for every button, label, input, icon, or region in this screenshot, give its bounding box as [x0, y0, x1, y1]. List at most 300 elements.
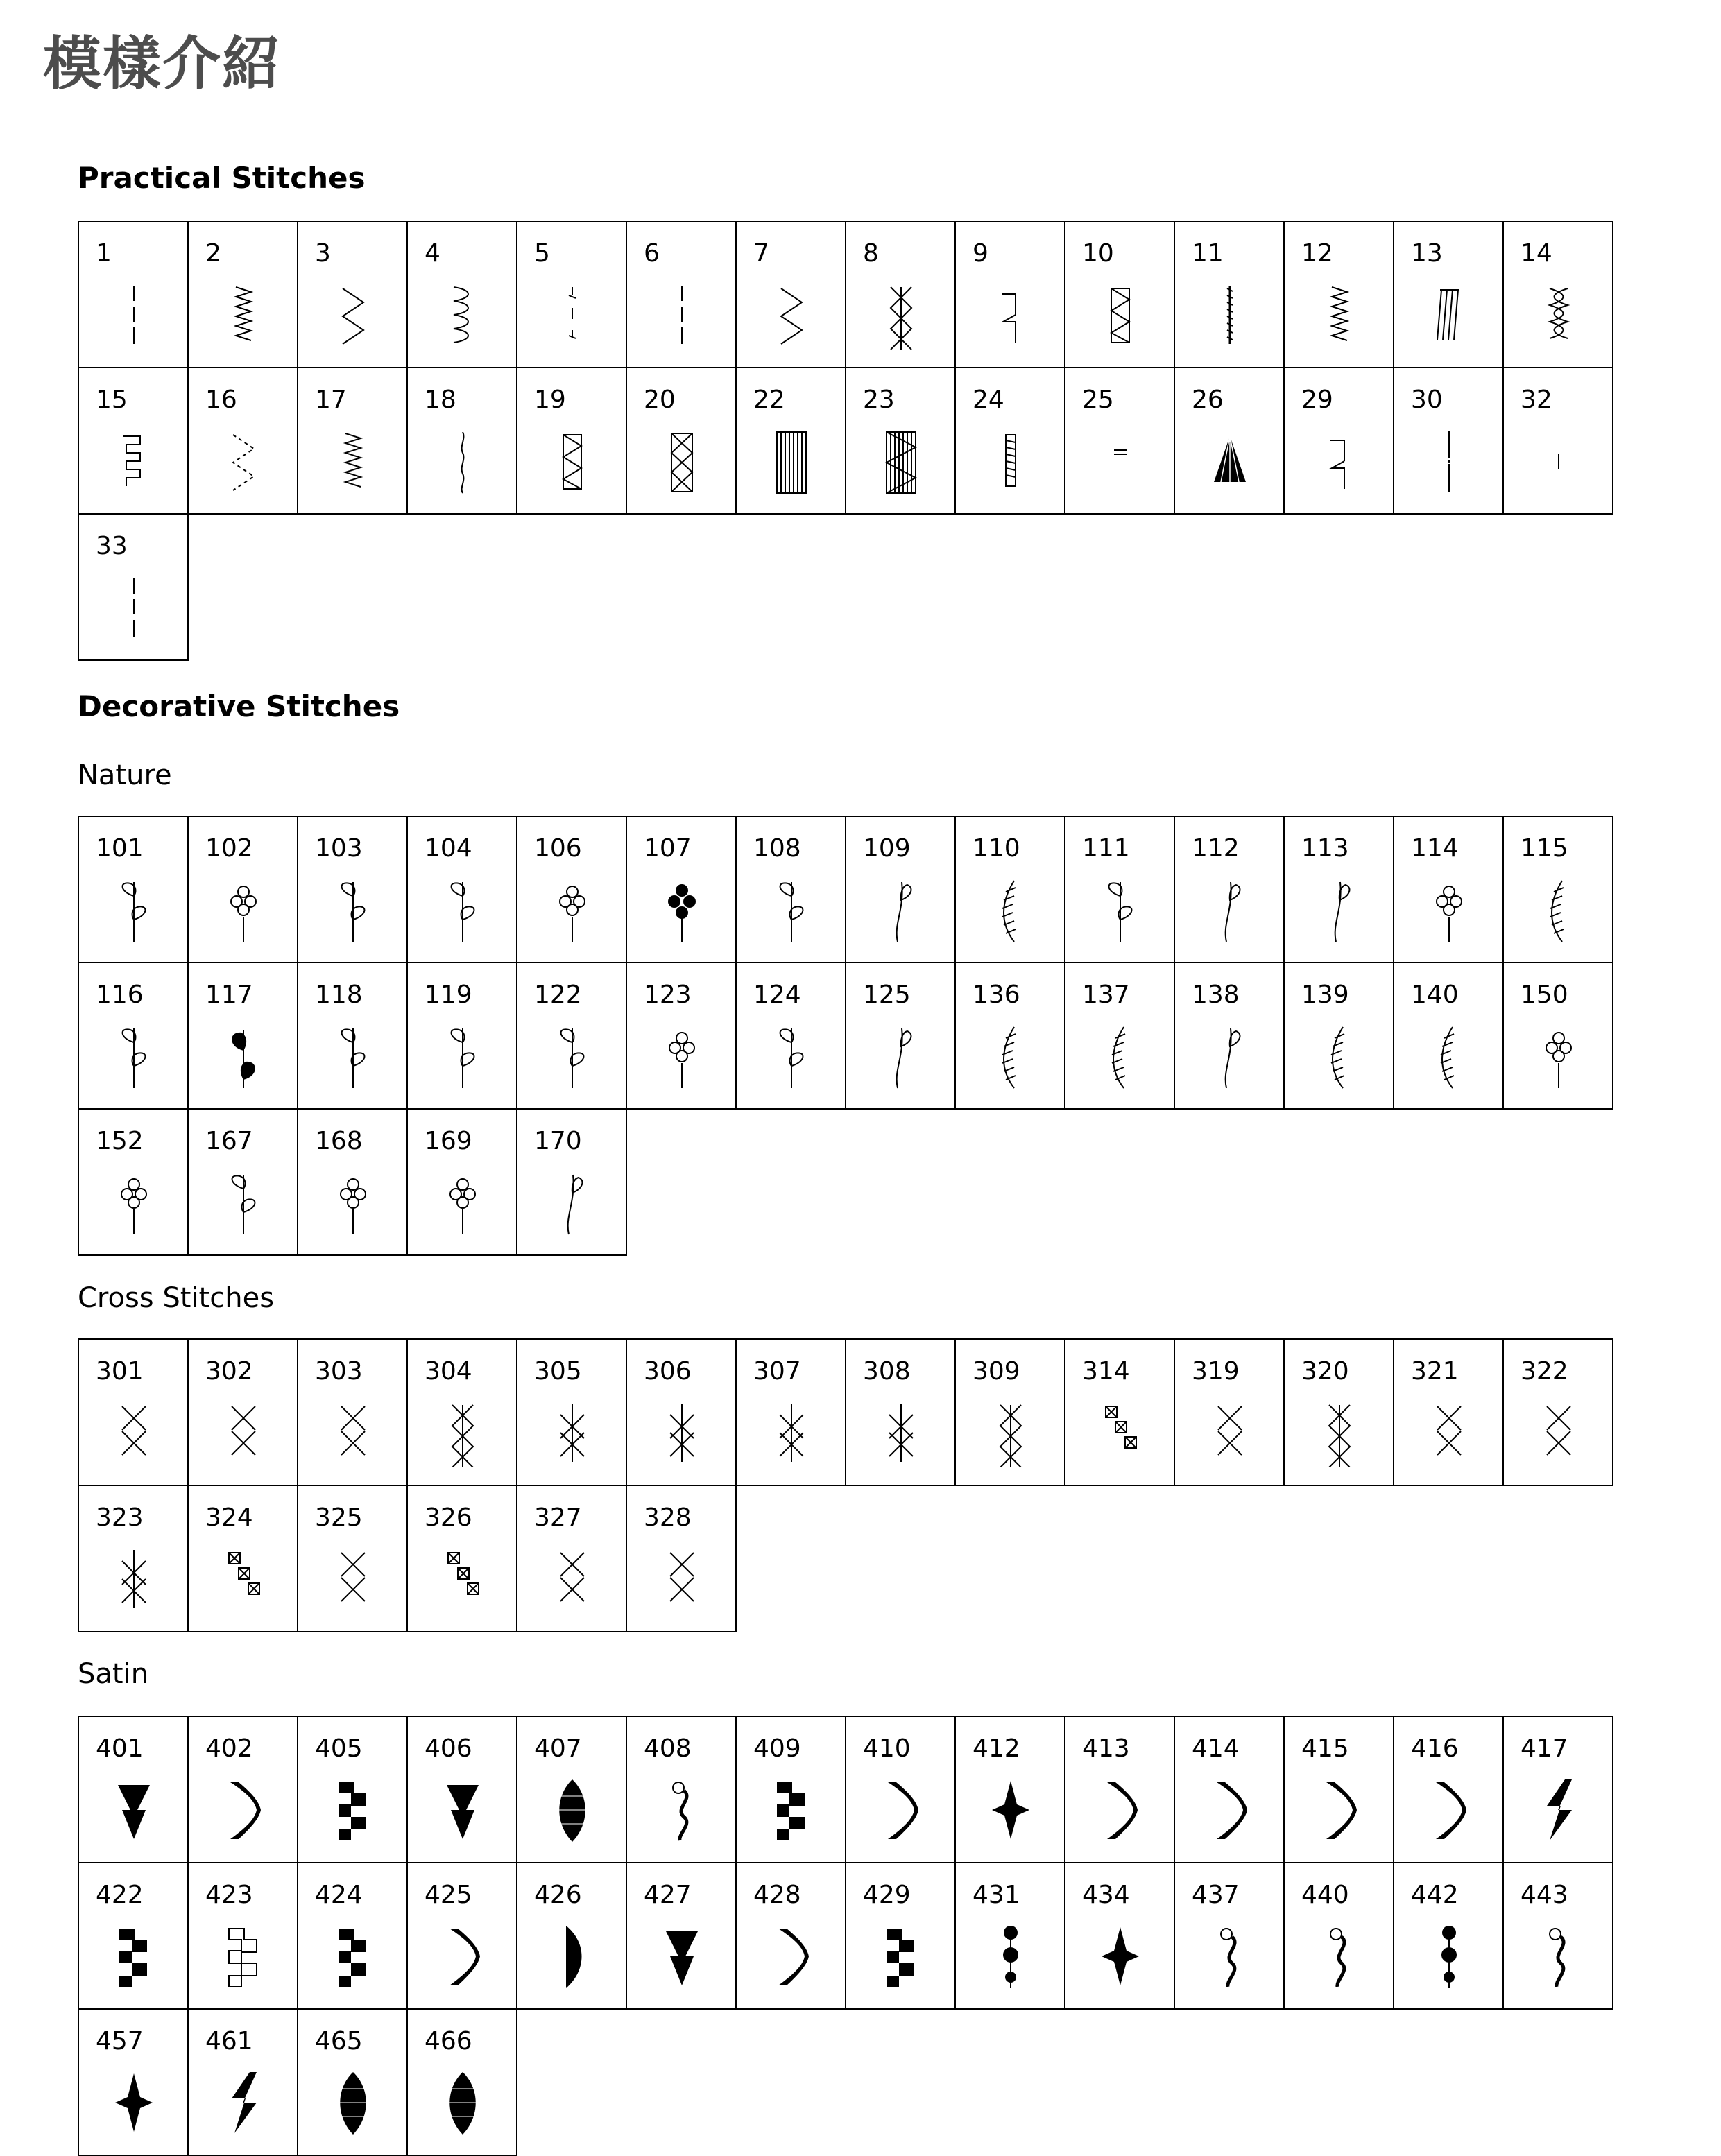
practical-stitch-24: [954, 367, 1065, 515]
stitch-number: 170: [534, 1127, 582, 1155]
satin-stitch-443: [1502, 1862, 1613, 2010]
stitch-number: 424: [315, 1881, 363, 1909]
square-wave-icon: [110, 426, 158, 496]
satin-stitch-431: [954, 1862, 1065, 2010]
stitch-number: 415: [1301, 1734, 1349, 1763]
practical-stitch-9: [954, 221, 1065, 368]
stitch-number: 319: [1192, 1357, 1240, 1386]
nature-stitch-113: [1283, 816, 1394, 963]
flower-icon: [548, 875, 597, 945]
stitch-number: 30: [1411, 386, 1443, 414]
practical-stitch-13: [1393, 221, 1504, 368]
cross-box-icon: [658, 426, 706, 496]
satin-chevron-icon: [1096, 1775, 1145, 1845]
cross-star-icon: [548, 1398, 597, 1467]
stitch-number: 25: [1082, 386, 1114, 414]
practical-stitch-4: [406, 221, 517, 368]
stitch-number: 408: [644, 1734, 692, 1763]
practical-stitch-19: [516, 367, 627, 515]
nature-stitch-107: [626, 816, 737, 963]
stitch-number: 13: [1411, 239, 1443, 268]
feather-icon: [1534, 875, 1583, 945]
stitch-number: 12: [1301, 239, 1333, 268]
nature-stitch-111: [1064, 816, 1175, 963]
nature-stitch-140: [1393, 962, 1504, 1110]
cross-icon: [1425, 1398, 1473, 1467]
stitch-number: 19: [534, 386, 566, 414]
stitch-number: 11: [1192, 239, 1224, 268]
cross-icon: [548, 1544, 597, 1614]
stitch-number: 125: [863, 981, 911, 1009]
satin-stitch-409: [735, 1716, 846, 1863]
cross-icon: [658, 1544, 706, 1614]
satin-beads-icon: [1425, 1922, 1473, 1991]
stitch-number: 327: [534, 1503, 582, 1532]
stitch-number: 22: [753, 386, 785, 414]
nature-title: Nature: [78, 759, 172, 791]
stitch-number: 122: [534, 981, 582, 1009]
cross-stitch-307: [735, 1338, 846, 1486]
leaf-solid-icon: [219, 1021, 268, 1091]
step-outline-icon: [219, 1922, 268, 1991]
stitch-number: 23: [863, 386, 895, 414]
practical-stitch-12: [1283, 221, 1394, 368]
feather-icon: [986, 875, 1035, 945]
practical-stitches-grid: [78, 221, 1616, 661]
stitch-number: 301: [96, 1357, 144, 1386]
zigzag-wide-icon: [329, 280, 377, 350]
satin-star-icon: [1096, 1922, 1145, 1991]
practical-stitch-2: [187, 221, 298, 368]
flower-icon: [438, 1168, 487, 1237]
stitch-number: 412: [973, 1734, 1020, 1763]
feather-icon: [1096, 1021, 1145, 1091]
satin-stitch-402: [187, 1716, 298, 1863]
stitch-number: 111: [1082, 834, 1130, 863]
leaf-icon: [329, 875, 377, 945]
leaf-icon: [438, 1021, 487, 1091]
stitch-number: 406: [425, 1734, 472, 1763]
stitch-number: 107: [644, 834, 692, 863]
leaf-icon: [219, 1168, 268, 1237]
satin-stitch-426: [516, 1862, 627, 2010]
stitch-number: 112: [1192, 834, 1240, 863]
zigzag-box-icon: [1096, 280, 1145, 350]
practical-stitch-17: [297, 367, 408, 515]
wavy-line-icon: [438, 426, 487, 496]
short-line-icon: [1534, 426, 1583, 496]
nature-stitch-138: [1174, 962, 1285, 1110]
braid-icon: [1534, 280, 1583, 350]
stitch-number: 108: [753, 834, 801, 863]
stitch-number: 413: [1082, 1734, 1130, 1763]
stitch-number: 167: [205, 1127, 253, 1155]
stitch-number: 5: [534, 239, 550, 268]
satin-triangle-icon: [438, 1775, 487, 1845]
stitch-number: 104: [425, 834, 472, 863]
satin-half-oval-icon: [548, 1922, 597, 1991]
practical-stitch-10: [1064, 221, 1175, 368]
stitch-number: 414: [1192, 1734, 1240, 1763]
satin-stitch-415: [1283, 1716, 1394, 1863]
stitch-number: 401: [96, 1734, 144, 1763]
practical-stitch-26: [1174, 367, 1285, 515]
satin-line-icon: [1206, 280, 1254, 350]
stitch-number: 426: [534, 1881, 582, 1909]
stitch-number: 103: [315, 834, 363, 863]
practical-stitch-29: [1283, 367, 1394, 515]
page-title: 模樣介紹: [43, 30, 282, 98]
stitch-number: 322: [1521, 1357, 1568, 1386]
satin-stitch-440: [1283, 1862, 1394, 2010]
nature-stitch-106: [516, 816, 627, 963]
nature-stitch-103: [297, 816, 408, 963]
blind-hem-icon: [986, 280, 1035, 350]
nature-stitch-118: [297, 962, 408, 1110]
nature-stitch-139: [1283, 962, 1394, 1110]
satin-stitch-401: [78, 1716, 189, 1863]
practical-stitch-25: [1064, 367, 1175, 515]
satin-star-icon: [986, 1775, 1035, 1845]
straight-icon: [110, 573, 158, 642]
stitch-number: 26: [1192, 386, 1224, 414]
stitch-number: 465: [315, 2027, 363, 2055]
stitch-number: 33: [96, 532, 128, 560]
stitch-number: 306: [644, 1357, 692, 1386]
satin-chevron-icon: [438, 1922, 487, 1991]
leaf-icon: [438, 875, 487, 945]
stitch-number: 442: [1411, 1881, 1459, 1909]
nature-stitch-110: [954, 816, 1065, 963]
nature-stitch-119: [406, 962, 517, 1110]
leaf-icon: [548, 1021, 597, 1091]
stitch-number: 321: [1411, 1357, 1459, 1386]
satin-stitch-461: [187, 2008, 298, 2156]
satin-bolt-icon: [219, 2068, 268, 2137]
cross-stitch-301: [78, 1338, 189, 1486]
nature-stitches-grid: [78, 816, 1616, 1256]
cross-lattice-icon: [877, 280, 925, 350]
nature-stitch-114: [1393, 816, 1504, 963]
stitch-number: 314: [1082, 1357, 1130, 1386]
stitch-number: 457: [96, 2027, 144, 2055]
dense-bars-icon: [767, 426, 816, 496]
sprig-icon: [1206, 1021, 1254, 1091]
cross-stitches-title: Cross Stitches: [78, 1282, 275, 1314]
cross-diag-icon: [438, 1544, 487, 1614]
satin-step-icon: [329, 1922, 377, 1991]
practical-stitch-15: [78, 367, 189, 515]
stitch-number: 323: [96, 1503, 144, 1532]
stitch-number: 328: [644, 1503, 692, 1532]
straight-icon: [110, 280, 158, 350]
cross-stitch-303: [297, 1338, 408, 1486]
leaf-icon: [767, 1021, 816, 1091]
satin-stitch-410: [845, 1716, 956, 1863]
cross-stitch-328: [626, 1485, 737, 1632]
nature-stitch-137: [1064, 962, 1175, 1110]
satin-stitch-427: [626, 1862, 737, 2010]
stitch-number: 110: [973, 834, 1020, 863]
nature-stitch-123: [626, 962, 737, 1110]
stitch-number: 427: [644, 1881, 692, 1909]
stitch-number: 425: [425, 1881, 472, 1909]
satin-stitch-416: [1393, 1716, 1504, 1863]
satin-stitch-422: [78, 1862, 189, 2010]
sprig-icon: [548, 1168, 597, 1237]
satin-chevron-icon: [1425, 1775, 1473, 1845]
practical-stitch-20: [626, 367, 737, 515]
cross-star-icon: [767, 1398, 816, 1467]
satin-scroll-icon: [1534, 1922, 1583, 1991]
practical-stitch-14: [1502, 221, 1613, 368]
cross-lattice-icon: [438, 1398, 487, 1467]
decorative-stitches-title: Decorative Stitches: [78, 689, 400, 723]
stitch-number: 2: [205, 239, 221, 268]
satin-stitch-405: [297, 1716, 408, 1863]
stitch-number: 324: [205, 1503, 253, 1532]
flower-solid-icon: [658, 875, 706, 945]
cross-icon: [110, 1398, 158, 1467]
sprig-icon: [877, 875, 925, 945]
stitch-number: 152: [96, 1127, 144, 1155]
practical-stitch-11: [1174, 221, 1285, 368]
stitch-number: 15: [96, 386, 128, 414]
stitch-number: 434: [1082, 1881, 1130, 1909]
stitch-number: 20: [644, 386, 676, 414]
practical-stitch-3: [297, 221, 408, 368]
cross-star-icon: [110, 1544, 158, 1614]
stitch-number: 405: [315, 1734, 363, 1763]
stitch-number: 168: [315, 1127, 363, 1155]
stitch-number: 117: [205, 981, 253, 1009]
nature-stitch-115: [1502, 816, 1613, 963]
stitch-number: 417: [1521, 1734, 1568, 1763]
practical-stitch-32: [1502, 367, 1613, 515]
satin-oval-icon: [329, 2068, 377, 2137]
practical-stitch-23: [845, 367, 956, 515]
practical-stitch-30: [1393, 367, 1504, 515]
stitch-number: 6: [644, 239, 660, 268]
stitch-number: 109: [863, 834, 911, 863]
stitch-number: 17: [315, 386, 347, 414]
buttonhole-icon: [986, 426, 1035, 496]
leaf-icon: [329, 1021, 377, 1091]
stitch-number: 325: [315, 1503, 363, 1532]
practical-stitch-8: [845, 221, 956, 368]
cross-diag-icon: [219, 1544, 268, 1614]
stitch-number: 303: [315, 1357, 363, 1386]
zigzag-wide-icon: [767, 280, 816, 350]
flower-icon: [110, 1168, 158, 1237]
satin-stitch-457: [78, 2008, 189, 2156]
flower-icon: [219, 875, 268, 945]
nature-stitch-170: [516, 1108, 627, 1256]
stitch-number: 113: [1301, 834, 1349, 863]
stitch-number: 106: [534, 834, 582, 863]
stitch-number: 124: [753, 981, 801, 1009]
satin-stitch-428: [735, 1862, 846, 2010]
nature-stitch-125: [845, 962, 956, 1110]
leaf-icon: [767, 875, 816, 945]
stitch-number: 102: [205, 834, 253, 863]
stitch-number: 9: [973, 239, 988, 268]
cross-stitch-308: [845, 1338, 956, 1486]
nature-stitch-108: [735, 816, 846, 963]
stitch-number: 1: [96, 239, 112, 268]
cross-stitch-325: [297, 1485, 408, 1632]
stitch-number: 409: [753, 1734, 801, 1763]
stitch-number: 416: [1411, 1734, 1459, 1763]
satin-scroll-icon: [1315, 1922, 1364, 1991]
flower-icon: [329, 1168, 377, 1237]
stitch-number: 137: [1082, 981, 1130, 1009]
stitch-number: 8: [863, 239, 879, 268]
cross-stitch-302: [187, 1338, 298, 1486]
nature-stitch-117: [187, 962, 298, 1110]
satin-scroll-icon: [658, 1775, 706, 1845]
cross-stitches-grid: [78, 1338, 1616, 1632]
stitch-number: 440: [1301, 1881, 1349, 1909]
feather-icon: [1315, 1021, 1364, 1091]
satin-chevron-icon: [219, 1775, 268, 1845]
satin-chevron-icon: [1315, 1775, 1364, 1845]
practical-stitch-7: [735, 221, 846, 368]
satin-step-icon: [767, 1775, 816, 1845]
satin-stitch-413: [1064, 1716, 1175, 1863]
nature-stitch-168: [297, 1108, 408, 1256]
stitch-number: 302: [205, 1357, 253, 1386]
straight-icon: [658, 280, 706, 350]
flower-icon: [1425, 875, 1473, 945]
stitch-number: 116: [96, 981, 144, 1009]
stitch-number: 24: [973, 386, 1004, 414]
satin-stitch-465: [297, 2008, 408, 2156]
sprig-icon: [1315, 875, 1364, 945]
nature-stitch-136: [954, 962, 1065, 1110]
triangle-icon: [1206, 426, 1254, 496]
cross-stitch-305: [516, 1338, 627, 1486]
cross-icon: [329, 1398, 377, 1467]
stitch-number: 10: [1082, 239, 1114, 268]
cross-star-icon: [658, 1398, 706, 1467]
stitch-number: 407: [534, 1734, 582, 1763]
stitch-number: 308: [863, 1357, 911, 1386]
cross-lattice-icon: [986, 1398, 1035, 1467]
satin-stitch-406: [406, 1716, 517, 1863]
practical-stitch-33: [78, 513, 189, 661]
stitch-number: 114: [1411, 834, 1459, 863]
satin-stitch-414: [1174, 1716, 1285, 1863]
nature-stitch-150: [1502, 962, 1613, 1110]
nature-stitch-169: [406, 1108, 517, 1256]
stitch-number: 119: [425, 981, 472, 1009]
cross-stitch-320: [1283, 1338, 1394, 1486]
stitch-number: 443: [1521, 1881, 1568, 1909]
satin-stitch-466: [406, 2008, 517, 2156]
stitch-number: 16: [205, 386, 237, 414]
nature-stitch-152: [78, 1108, 189, 1256]
stitch-number: 123: [644, 981, 692, 1009]
satin-stitch-417: [1502, 1716, 1613, 1863]
satin-chevron-icon: [1206, 1775, 1254, 1845]
practical-stitch-1: [78, 221, 189, 368]
satin-stitch-407: [516, 1716, 627, 1863]
stitch-number: 14: [1521, 239, 1552, 268]
straight-dot-icon: [1425, 426, 1473, 496]
stitch-number: 428: [753, 1881, 801, 1909]
practical-stitch-5: [516, 221, 627, 368]
satin-stitch-408: [626, 1716, 737, 1863]
satin-stitch-434: [1064, 1862, 1175, 2010]
satin-scroll-icon: [1206, 1922, 1254, 1991]
stitch-number: 326: [425, 1503, 472, 1532]
stitch-number: 118: [315, 981, 363, 1009]
stitch-number: 3: [315, 239, 331, 268]
blind-hem-icon: [1315, 426, 1364, 496]
cross-star-icon: [877, 1398, 925, 1467]
cross-stitch-321: [1393, 1338, 1504, 1486]
stitch-number: 29: [1301, 386, 1333, 414]
stitch-number: 4: [425, 239, 440, 268]
stitch-number: 429: [863, 1881, 911, 1909]
satin-stitch-424: [297, 1862, 408, 2010]
cross-stitch-324: [187, 1485, 298, 1632]
satin-stitch-423: [187, 1862, 298, 2010]
stitch-number: 307: [753, 1357, 801, 1386]
nature-stitch-101: [78, 816, 189, 963]
satin-beads-icon: [986, 1922, 1035, 1991]
feather-icon: [986, 1021, 1035, 1091]
stitch-number: 422: [96, 1881, 144, 1909]
stitch-number: 410: [863, 1734, 911, 1763]
satin-bolt-icon: [1534, 1775, 1583, 1845]
stitch-number: 309: [973, 1357, 1020, 1386]
nature-stitch-109: [845, 816, 956, 963]
practical-stitch-18: [406, 367, 517, 515]
stitch-number: 305: [534, 1357, 582, 1386]
stitch-number: 304: [425, 1357, 472, 1386]
slant-lines-icon: [1425, 280, 1473, 350]
cross-icon: [219, 1398, 268, 1467]
bars-zigzag-icon: [877, 426, 925, 496]
satin-chevron-icon: [877, 1775, 925, 1845]
cross-stitch-306: [626, 1338, 737, 1486]
stitch-number: 431: [973, 1881, 1020, 1909]
wave-icon: [438, 280, 487, 350]
zigzag-fine-icon: [219, 280, 268, 350]
satin-stitch-429: [845, 1862, 956, 2010]
nature-stitch-104: [406, 816, 517, 963]
satin-oval-icon: [438, 2068, 487, 2137]
nature-stitch-122: [516, 962, 627, 1110]
cross-icon: [1534, 1398, 1583, 1467]
cross-stitch-326: [406, 1485, 517, 1632]
leaf-icon: [110, 875, 158, 945]
feather-icon: [1425, 1021, 1473, 1091]
practical-stitches-title: Practical Stitches: [78, 161, 366, 195]
stitch-number: 402: [205, 1734, 253, 1763]
leaf-icon: [1096, 875, 1145, 945]
cross-stitch-323: [78, 1485, 189, 1632]
stitch-number: 7: [753, 239, 769, 268]
nature-stitch-116: [78, 962, 189, 1110]
stitch-number: 32: [1521, 386, 1552, 414]
flower-icon: [1534, 1021, 1583, 1091]
zigzag-fine-icon: [329, 426, 377, 496]
stitch-number: 115: [1521, 834, 1568, 863]
stitch-number: 139: [1301, 981, 1349, 1009]
